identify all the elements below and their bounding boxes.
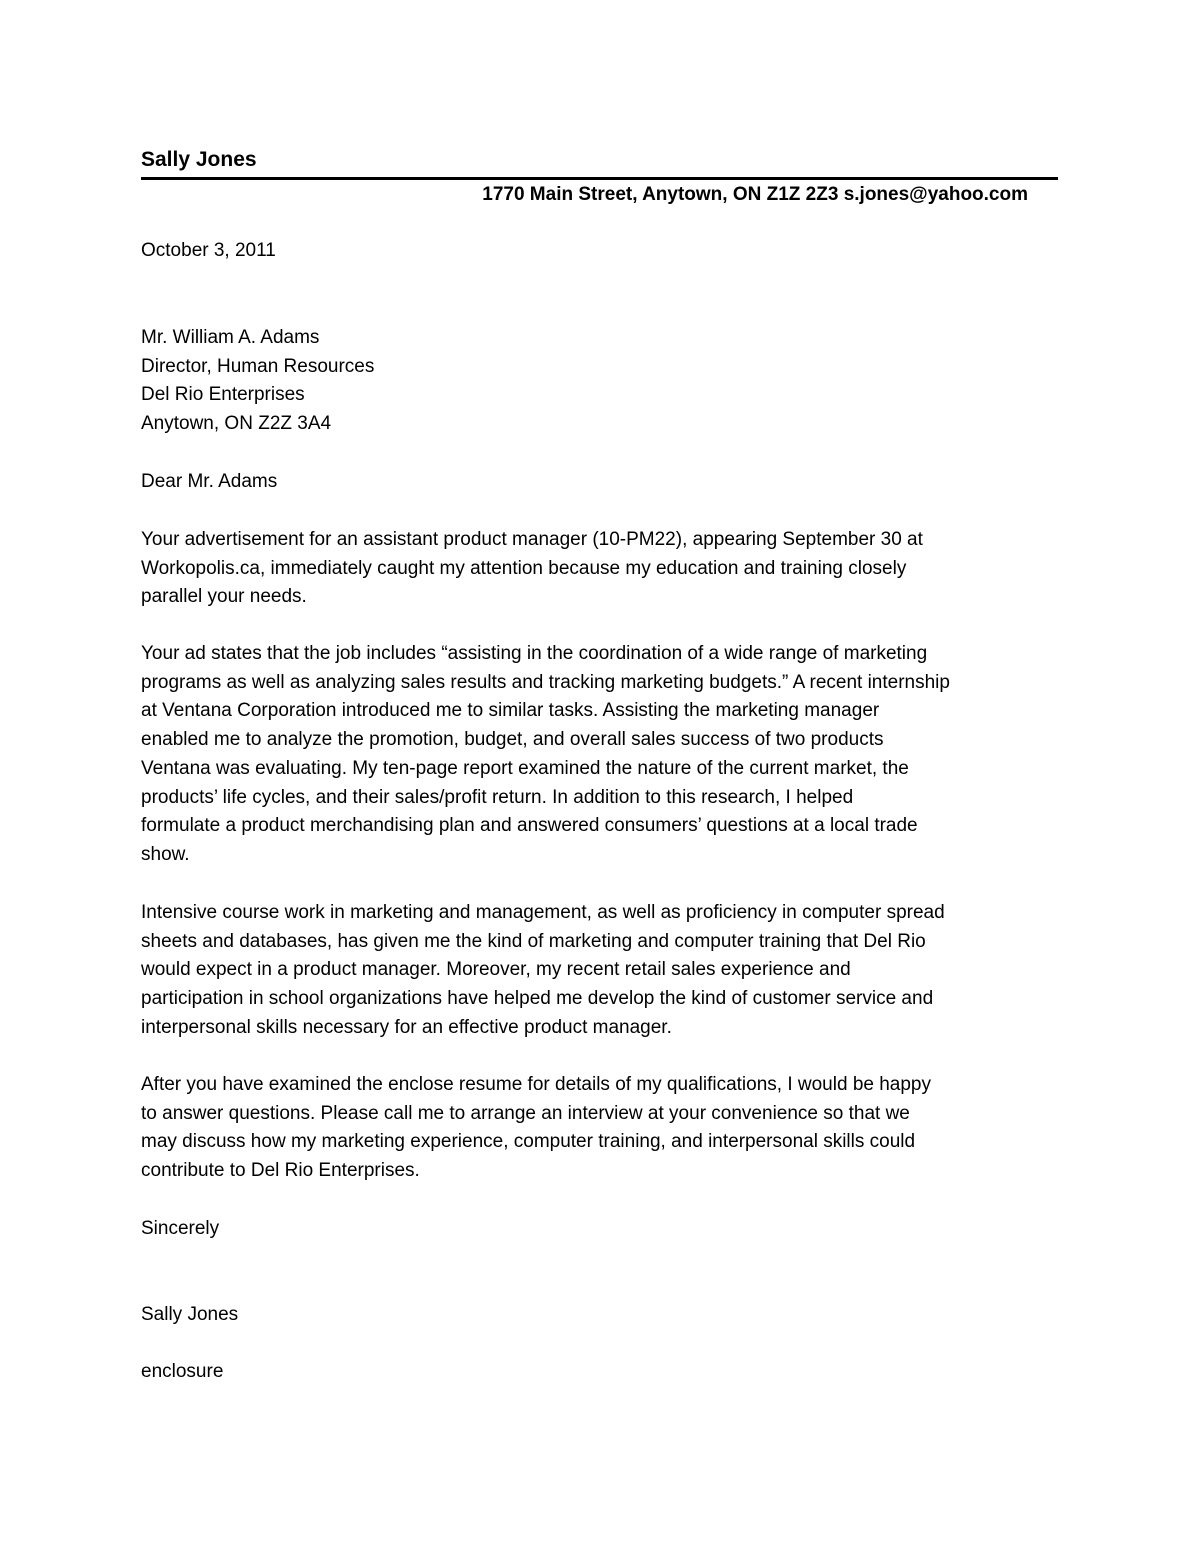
paragraph-line: parallel your needs.	[141, 586, 307, 608]
recipient-city: Anytown, ON Z2Z 3A4	[141, 413, 332, 435]
paragraph-line: interpersonal skills necessary for an effective product manager.	[141, 1016, 672, 1038]
recipient-address-block	[141, 324, 374, 439]
paragraph-line: may discuss how my marketing experience, computer training, and interpersonal skills could	[141, 1131, 916, 1153]
paragraph-line: Ventana was evaluating. My ten-page report examined the nature of the current market, the	[141, 757, 909, 779]
salutation: Dear Mr. Adams	[141, 471, 278, 492]
closing: Sincerely	[141, 1218, 220, 1239]
letter-date: October 3, 2011	[141, 240, 276, 261]
paragraph-line: participation in school organizations have helped me develop the kind of customer service and	[141, 988, 934, 1010]
recipient-name: Mr. William A. Adams	[141, 327, 320, 348]
body-paragraph-1	[141, 526, 923, 612]
paragraph-line: Your ad states that the job includes “assisting in the coordination of a wide range of marketing	[141, 643, 928, 664]
paragraph-line: programs as well as analyzing sales results and tracking marketing budgets.” A recent internship	[141, 671, 950, 693]
body-paragraph-4	[141, 1071, 931, 1186]
sender-name: Sally Jones	[141, 148, 257, 171]
paragraph-line: formulate a product merchandising plan and answered consumers’ questions at a local trade	[141, 815, 918, 837]
paragraph-line: sheets and databases, has given me the kind of marketing and computer training that Del Rio	[141, 930, 926, 952]
paragraph-line: to answer questions. Please call me to arrange an interview at your convenience so that we	[141, 1102, 910, 1124]
paragraph-line: at Ventana Corporation introduced me to similar tasks. Assisting the marketing manager	[141, 700, 880, 722]
paragraph-line: products’ life cycles, and their sales/profit return. In addition to this research, I helped	[141, 786, 854, 808]
paragraph-line: Your advertisement for an assistant product manager (10-PM22), appearing September 30 at	[141, 529, 923, 550]
paragraph-line: Workopolis.ca, immediately caught my attention because my education and training closely	[141, 557, 907, 579]
enclosure-note: enclosure	[141, 1361, 224, 1382]
paragraph-line: would expect in a product manager. Moreover, my recent retail sales experience and	[141, 959, 851, 981]
body-paragraph-3	[141, 899, 945, 1043]
sender-address: 1770 Main Street, Anytown, ON Z1Z 2Z3 s.jones@yahoo.com	[482, 184, 1028, 205]
paragraph-line: show.	[141, 843, 190, 865]
paragraph-line: After you have examined the enclose resume for details of my qualifications, I would be happy	[141, 1074, 931, 1095]
recipient-title: Director, Human Resources	[141, 355, 375, 377]
paragraph-line: contribute to Del Rio Enterprises.	[141, 1160, 420, 1182]
paragraph-line: enabled me to analyze the promotion, budget, and overall sales success of two products	[141, 729, 884, 751]
header-divider	[141, 177, 1058, 180]
body-paragraph-2	[141, 640, 950, 870]
signature: Sally Jones	[141, 1304, 239, 1325]
recipient-company: Del Rio Enterprises	[141, 384, 305, 406]
paragraph-line: Intensive course work in marketing and management, as well as proficiency in computer spread	[141, 902, 945, 923]
